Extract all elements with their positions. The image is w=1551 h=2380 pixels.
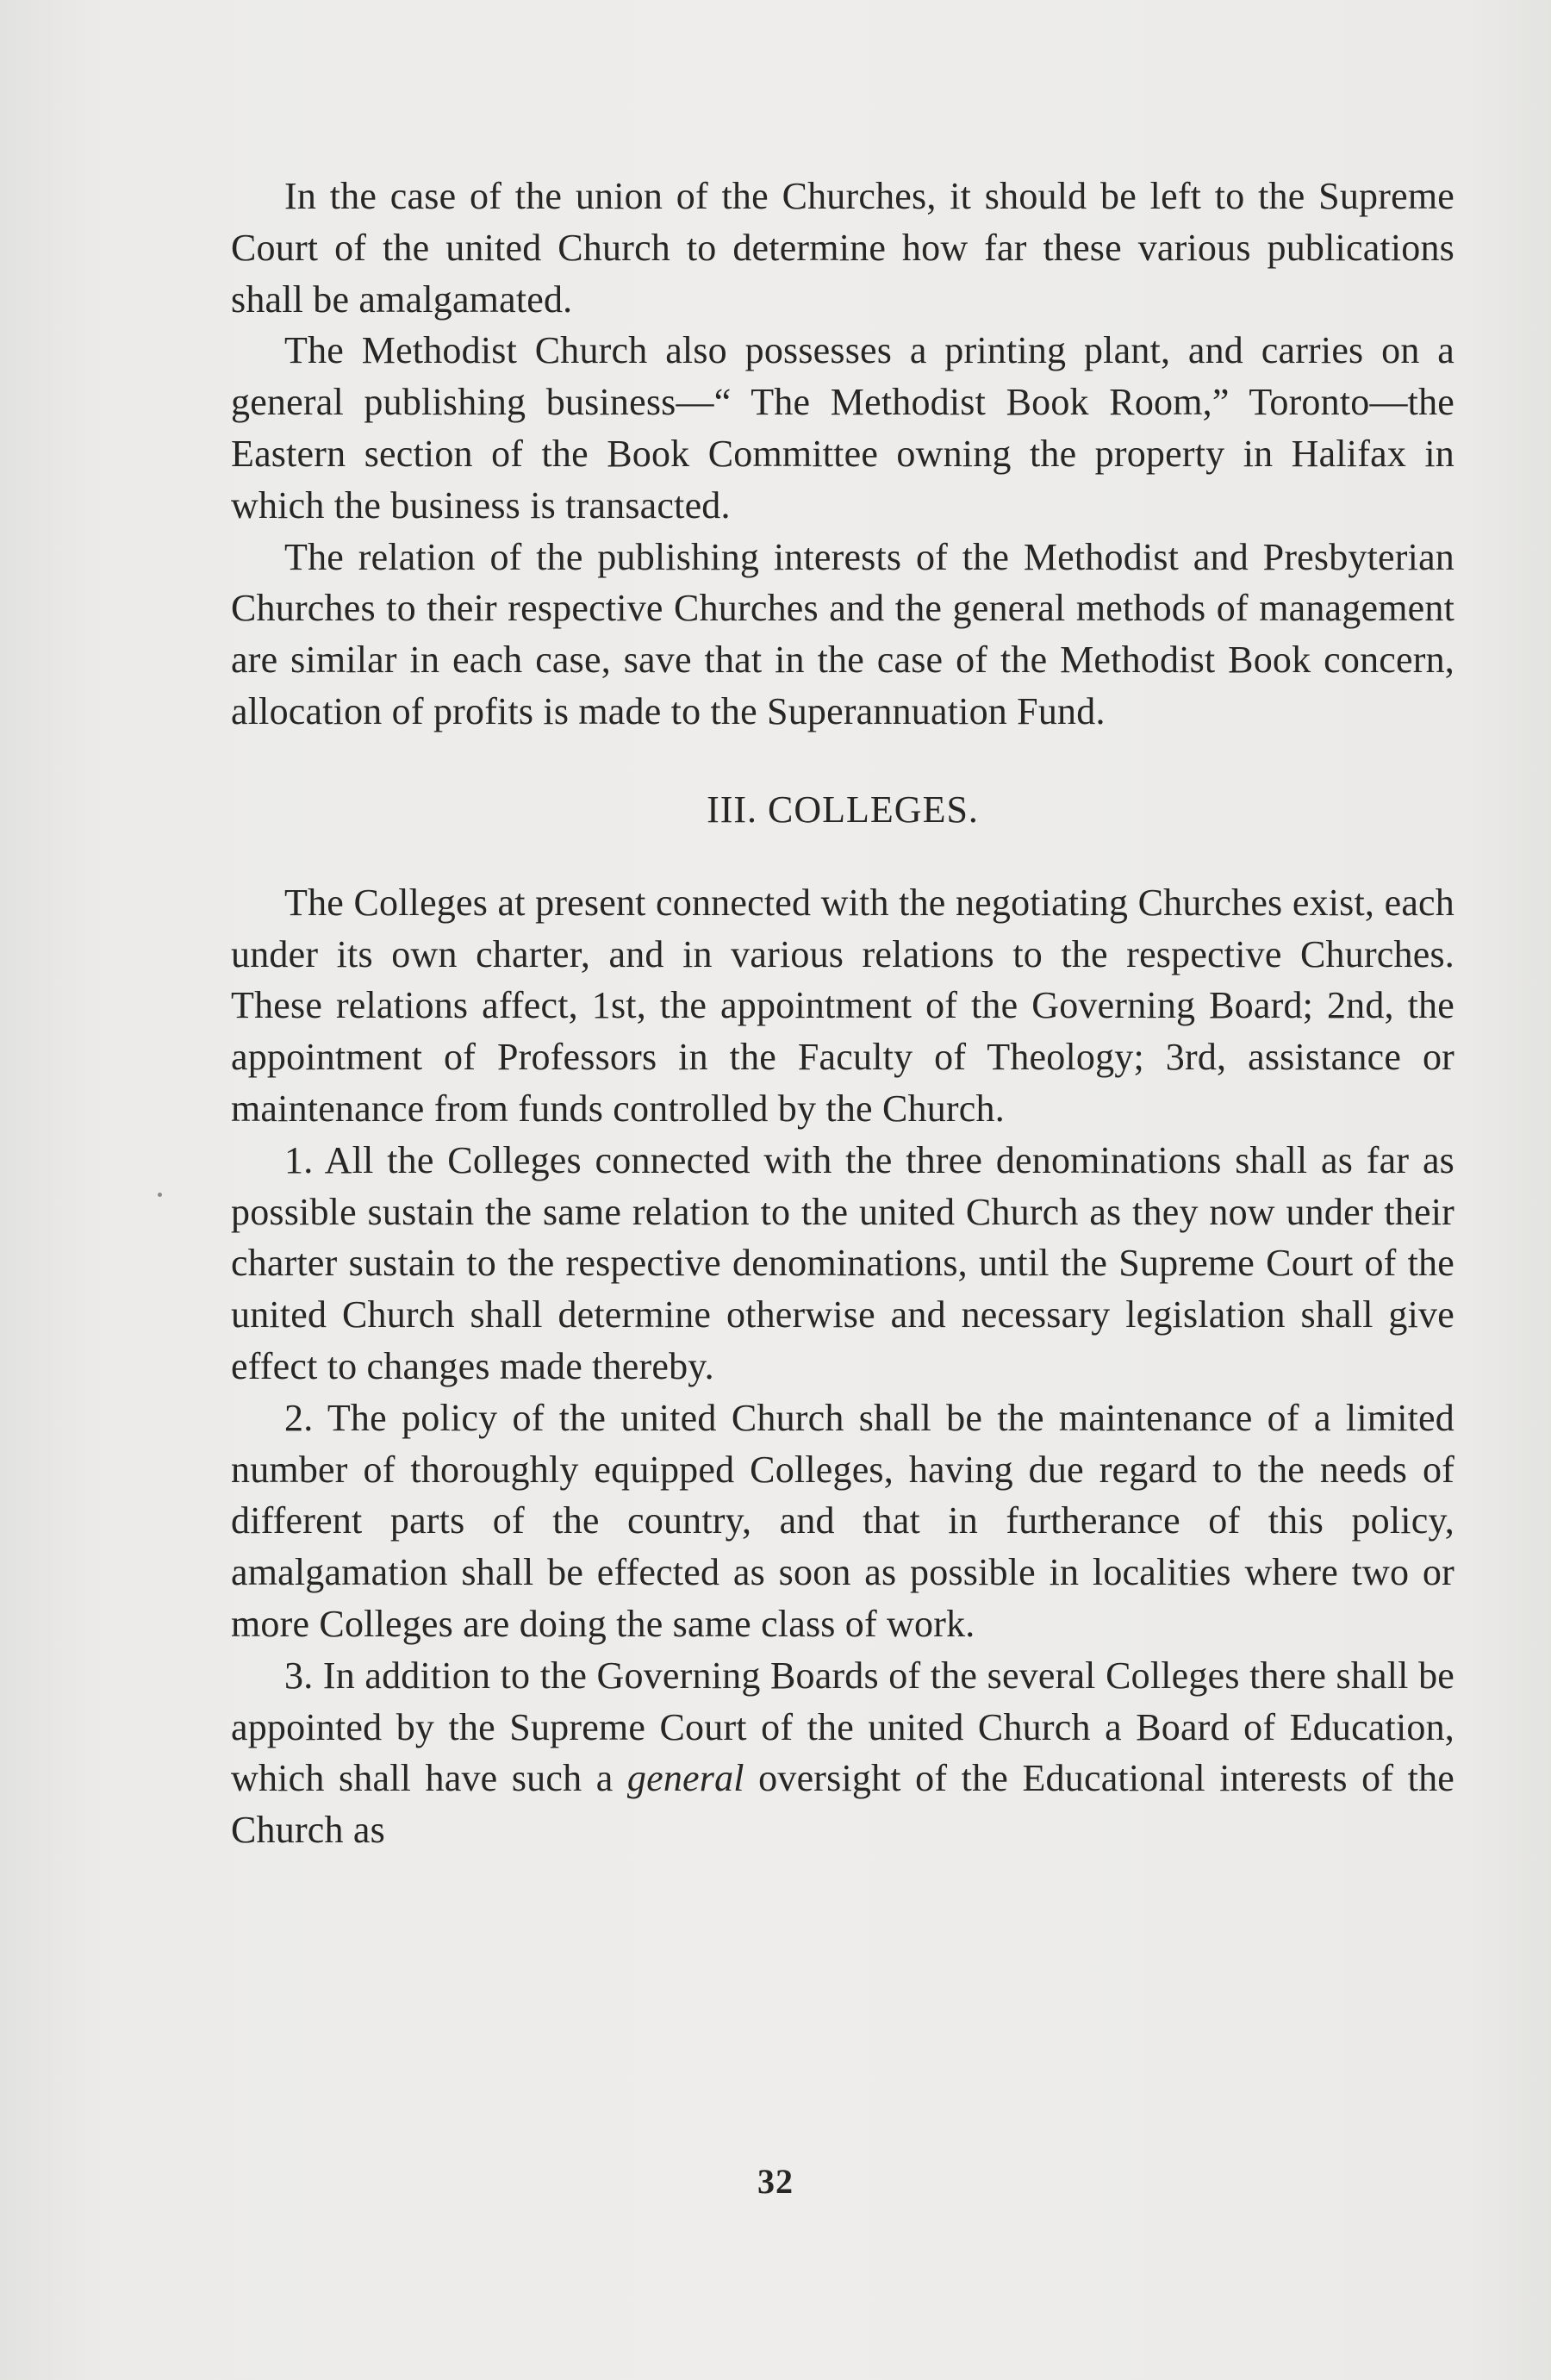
paragraph-publishing-relation: The relation of the publishing interests of the Methodist and Presbyterian Churches to their respective Churches and the general methods of management are similar in each case, save that in the case of the Methodist Book concern, allocation of profits is made to the Superannuation Fund. xyxy=(231,535,1454,732)
body-text xyxy=(231,171,1454,1856)
paragraph-colleges-intro: The Colleges at present connected with the negotiating Churches exist, each under its own charter, and in various relations to the respective Churches. These relations affect, 1st, the appointment of the Governing Board; 2nd, the appointment of Professors in the Faculty of Theology; 3rd, assistance or maintenance from funds controlled by the Church. xyxy=(231,881,1454,1130)
paragraph-publications-amalgamation: In the case of the union of the Churches, it should be left to the Supreme Court of the united Church to determine how far these various publications shall be amalgamated. xyxy=(231,175,1454,321)
point-3-text-start: 3. In addition to the Governing Boards of the several Colleges there shall be appointed by the Supreme Court of the united Church a Board of Education, which shall have such a xyxy=(231,1654,1454,1800)
paragraph-colleges-point-3 xyxy=(231,1650,1454,1856)
point-3-italic-word: general xyxy=(626,1757,744,1800)
print-speck xyxy=(158,1193,162,1197)
paragraph-colleges-point-2: 2. The policy of the united Church shall be the maintenance of a limited number of thoroughly equipped Colleges, having due regard to the needs of different parts of the country, and that in furtherance of this policy, amalgamation shall be effected as soon as possible in localities where two or more Colleges are doing the same class of work. xyxy=(231,1396,1454,1645)
paragraph-methodist-book-room: The Methodist Church also possesses a printing plant, and carries on a general publishing business—“ The Methodist Book Room,” Toronto—the Eastern section of the Book Committee owning the property in Halifax in which the business is transacted. xyxy=(231,329,1454,526)
paragraph-colleges-point-1: 1. All the Colleges connected with the three denominations shall as far as possible sustain the same relation to the united Church as they now under their charter sustain to the respective denominations, until the Supreme Court of the united Church shall determine otherwise and necessary legislation shall give effect to changes made thereby. xyxy=(231,1138,1454,1387)
section-heading: III. COLLEGES. xyxy=(707,788,979,831)
point-3-text-end: oversight of the Educational interests of the Church as xyxy=(231,1757,1455,1852)
page-number: 32 xyxy=(757,2162,794,2201)
